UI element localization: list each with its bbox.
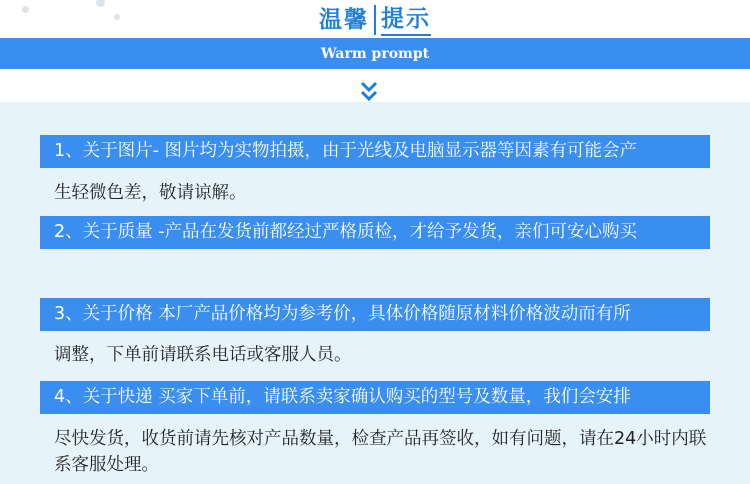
double-chevron-down-icon xyxy=(361,81,377,103)
title-right: 提示 xyxy=(381,4,431,36)
subtitle-band xyxy=(0,38,750,69)
title-left: 温馨 xyxy=(319,7,369,33)
notice-heading-2: 2、关于质量 -产品在发货前都经过严格质检，才给予发货，亲们可安心购买 xyxy=(40,216,710,249)
notice-heading-1: 1、关于图片- 图片均为实物拍摄，由于光线及电脑显示器等因素有可能会产 xyxy=(40,135,710,168)
notice-text-4: 尽快发货，收货前请先核对产品数量，检查产品再签收，如有问题，请在24小时内联系客服处理。 xyxy=(54,429,707,475)
notice-heading-3: 3、关于价格 本厂产品价格均为参考价，具体价格随原材料价格波动而有所 xyxy=(40,298,710,331)
title-divider xyxy=(374,5,376,35)
notice-text-3: 调整，下单前请联系电话或客服人员。 xyxy=(54,345,352,365)
notice-text-1: 生轻微色差，敬请谅解。 xyxy=(54,183,247,203)
notice-heading-4: 4、关于快递 买家下单前，请联系卖家确认购买的型号及数量，我们会安排 xyxy=(40,381,710,414)
subtitle: Warm prompt xyxy=(320,45,430,62)
page-title xyxy=(0,2,750,38)
